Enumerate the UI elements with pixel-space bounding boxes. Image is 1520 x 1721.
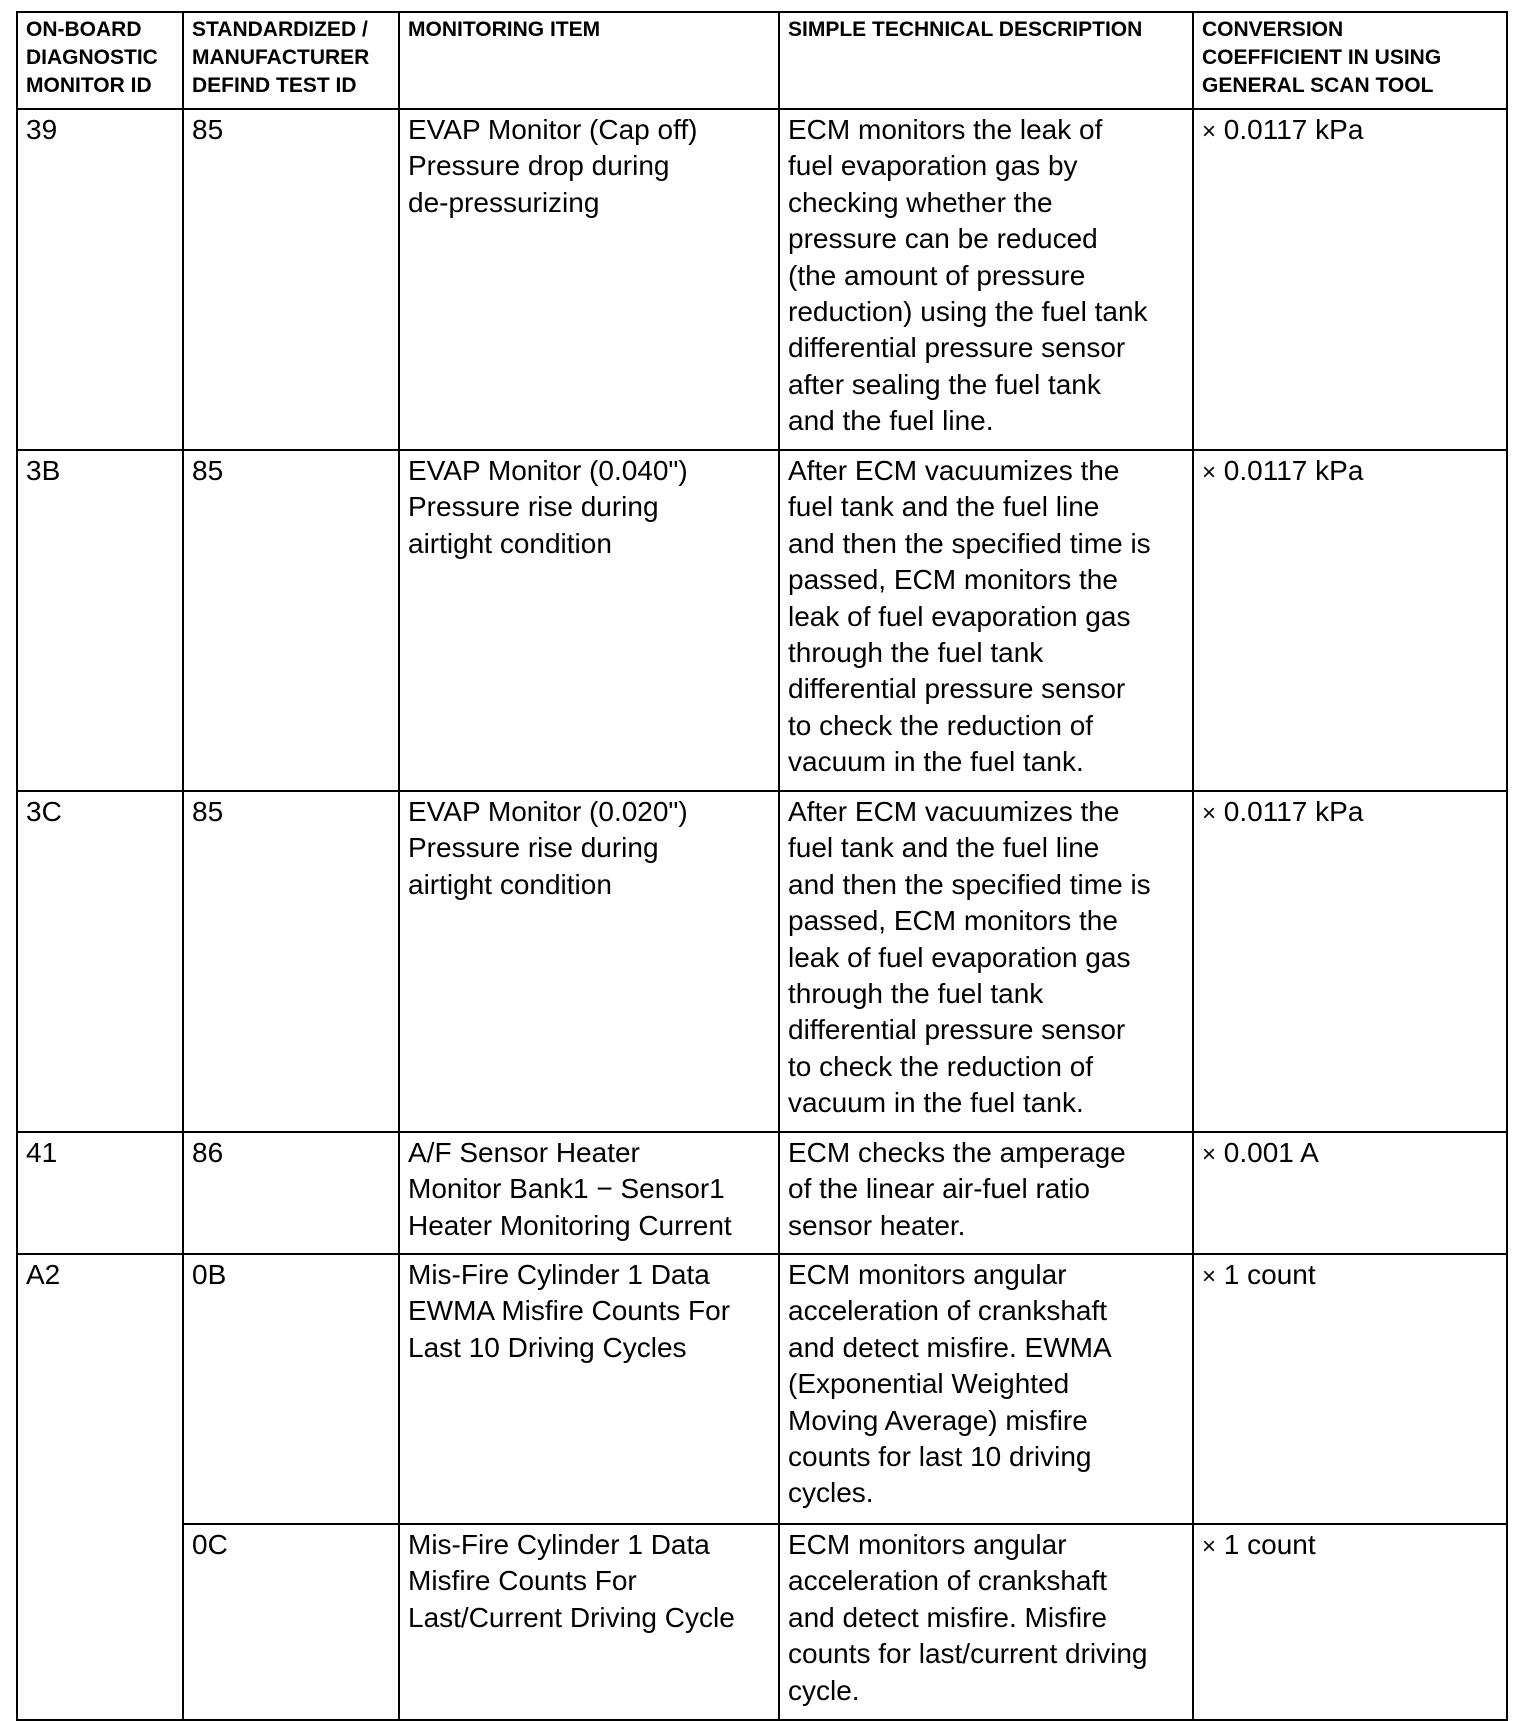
multiply-symbol: × xyxy=(1202,800,1217,827)
table-row xyxy=(17,1524,1507,1720)
multiply-symbol: × xyxy=(1202,459,1217,486)
header-description: SIMPLE TECHNICAL DESCRIPTION xyxy=(779,12,1193,109)
conversion-cell xyxy=(1193,1524,1507,1720)
header-monitoring-item: MONITORING ITEM xyxy=(399,12,779,109)
conversion-value: 1 count xyxy=(1223,1259,1316,1290)
description-cell: ECM monitors angular acceleration of crankshaft and detect misfire. EWMA (Exponential Weighted Moving Average) misfire counts for last 10 driving cycles. xyxy=(779,1254,1193,1524)
monitor-id-cell: 41 xyxy=(17,1132,183,1254)
description-cell: After ECM vacuumizes the fuel tank and the fuel line and then the specified time is passed, ECM monitors the leak of fuel evaporation gas through the fuel tank differential pressure sensor to check the reduction of vacuum in the fuel tank. xyxy=(779,450,1193,791)
conversion-cell xyxy=(1193,450,1507,791)
description-cell: ECM checks the amperage of the linear air-fuel ratio sensor heater. xyxy=(779,1132,1193,1254)
test-id-cell: 86 xyxy=(183,1132,399,1254)
conversion-cell xyxy=(1193,109,1507,450)
conversion-value: 0.0117 kPa xyxy=(1223,796,1364,827)
table-row xyxy=(17,450,1507,791)
header-conversion: CONVERSION COEFFICIENT IN USING GENERAL SCAN TOOL xyxy=(1193,12,1507,109)
header-test-id: STANDARDIZED / MANUFACTURER DEFIND TEST ID xyxy=(183,12,399,109)
monitoring-item-cell: A/F Sensor Heater Monitor Bank1 − Sensor1 Heater Monitoring Current xyxy=(399,1132,779,1254)
conversion-value: 0.001 A xyxy=(1223,1137,1319,1168)
table-row xyxy=(17,1254,1507,1524)
monitor-id-cell: A2 xyxy=(17,1254,183,1720)
table-row xyxy=(17,791,1507,1132)
description-cell: ECM monitors the leak of fuel evaporation gas by checking whether the pressure can be reduced (the amount of pressure reduction) using the fuel tank differential pressure sensor after sealing the fuel tank and the fuel line. xyxy=(779,109,1193,450)
conversion-value: 1 count xyxy=(1223,1529,1316,1560)
multiply-symbol: × xyxy=(1202,1141,1217,1168)
header-row xyxy=(17,12,1507,109)
multiply-symbol: × xyxy=(1202,118,1217,145)
conversion-cell xyxy=(1193,1254,1507,1524)
table-row xyxy=(17,109,1507,450)
multiply-symbol: × xyxy=(1202,1263,1217,1290)
conversion-cell xyxy=(1193,791,1507,1132)
multiply-symbol: × xyxy=(1202,1533,1217,1560)
monitor-id-cell: 3B xyxy=(17,450,183,791)
conversion-value: 0.0117 kPa xyxy=(1223,114,1364,145)
test-id-cell: 0C xyxy=(183,1524,399,1720)
monitor-result-table xyxy=(16,11,1508,1721)
conversion-cell xyxy=(1193,1132,1507,1254)
test-id-cell: 85 xyxy=(183,109,399,450)
monitoring-item-cell: EVAP Monitor (0.040") Pressure rise during airtight condition xyxy=(399,450,779,791)
description-cell: ECM monitors angular acceleration of crankshaft and detect misfire. Misfire counts for last/current driving cycle. xyxy=(779,1524,1193,1720)
monitoring-item-cell: Mis-Fire Cylinder 1 Data EWMA Misfire Counts For Last 10 Driving Cycles xyxy=(399,1254,779,1524)
table-row xyxy=(17,1132,1507,1254)
test-id-cell: 85 xyxy=(183,450,399,791)
monitor-id-cell: 3C xyxy=(17,791,183,1132)
test-id-cell: 85 xyxy=(183,791,399,1132)
test-id-cell: 0B xyxy=(183,1254,399,1524)
monitor-id-cell: 39 xyxy=(17,109,183,450)
monitoring-item-cell: EVAP Monitor (0.020") Pressure rise during airtight condition xyxy=(399,791,779,1132)
monitoring-item-cell: EVAP Monitor (Cap off) Pressure drop during de-pressurizing xyxy=(399,109,779,450)
description-cell: After ECM vacuumizes the fuel tank and the fuel line and then the specified time is passed, ECM monitors the leak of fuel evaporation gas through the fuel tank differential pressure sensor to check the reduction of vacuum in the fuel tank. xyxy=(779,791,1193,1132)
header-monitor-id: ON-BOARD DIAGNOSTIC MONITOR ID xyxy=(17,12,183,109)
monitoring-item-cell: Mis-Fire Cylinder 1 Data Misfire Counts For Last/Current Driving Cycle xyxy=(399,1524,779,1720)
conversion-value: 0.0117 kPa xyxy=(1223,455,1364,486)
